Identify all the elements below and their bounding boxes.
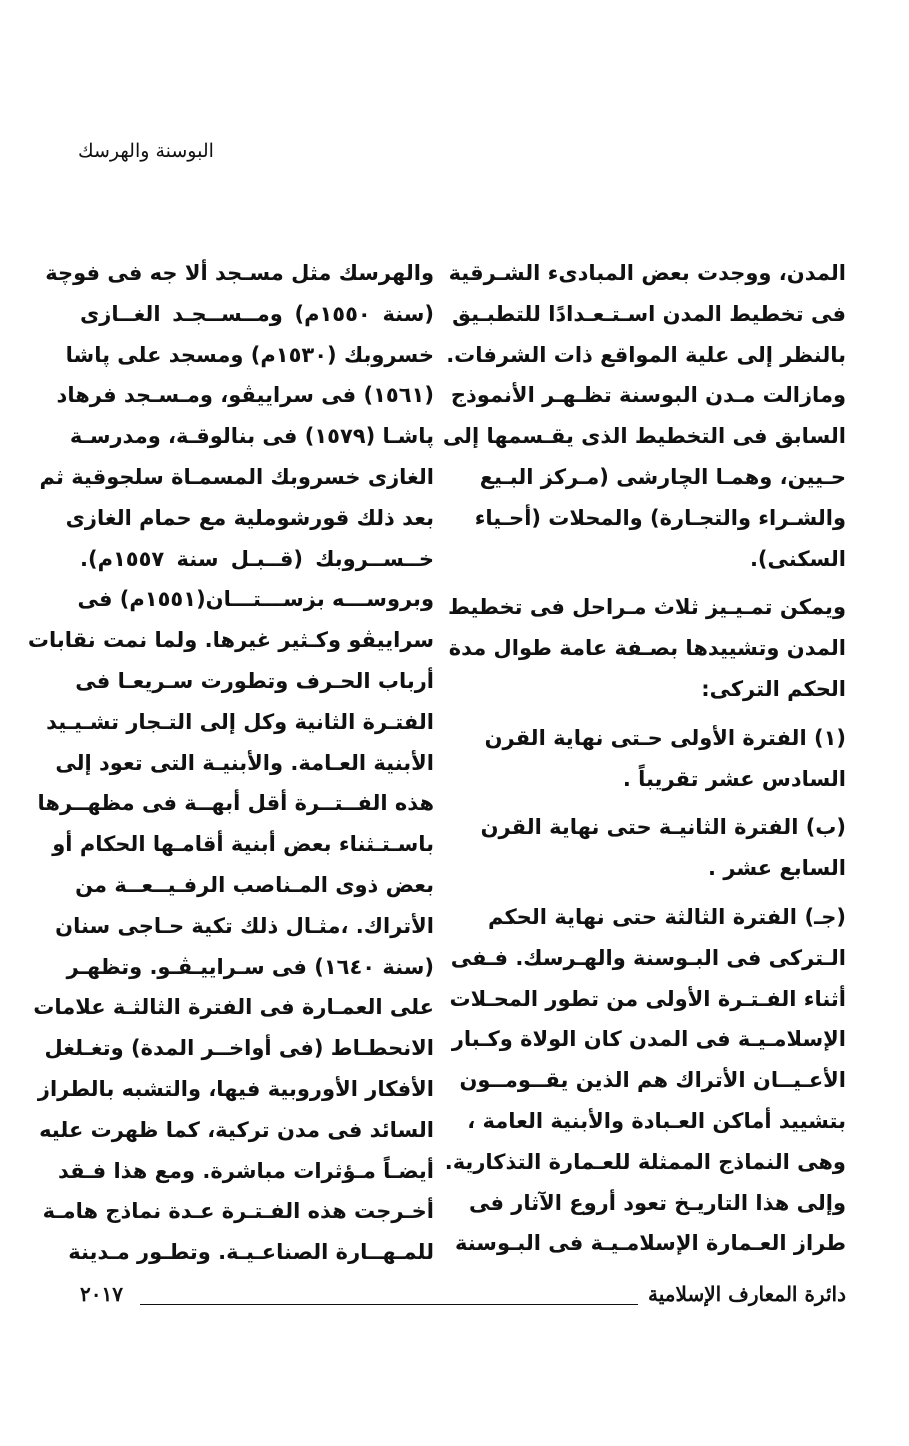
text-line: أرباب الحـرف وتطورت سـريعـا فى bbox=[75, 668, 434, 693]
text-line: الأفكار الأوروبية فيها، والتشبه بالطراز bbox=[37, 1076, 434, 1101]
paragraph bbox=[448, 587, 846, 709]
text-line: على العمـارة فى الفترة الثالثـة علامات bbox=[33, 995, 434, 1020]
left-text-column bbox=[27, 253, 434, 1273]
text-line: للمـهــارة الصناعـيـة. وتطـور مـدينة bbox=[68, 1240, 434, 1265]
text-line: بعض ذوى المـناصب الرفـيــعــة من bbox=[75, 872, 434, 897]
text-line: والهرسك مثل مسـجد ألا جه فى فوچة bbox=[45, 261, 434, 285]
text-line: وإلى هذا التاريـخ تعود أروع الآثار فى bbox=[468, 1190, 846, 1215]
text-line: أيضـاً مـؤثرات مباشرة. ومع هذا فـقد bbox=[57, 1158, 434, 1183]
text-line: وهى النماذج الممثلة للعـمارة التذكارية. bbox=[444, 1149, 846, 1174]
footer-rule bbox=[140, 1304, 638, 1305]
text-line: حـيين، وهمـا الچارشى (مـركز البـيع bbox=[479, 464, 846, 489]
text-line: ويمكن تمـيـيز ثلاث مـراحل فى تخطيط bbox=[448, 595, 846, 620]
text-line: الـتركى فى البـوسنة والهـرسك. فـفى bbox=[450, 945, 846, 970]
text-line: (١٥٦١) فى سراييڤو، ومـسـجد فرهاد bbox=[56, 383, 434, 408]
text-line: أخـرجت هذه الفـتـرة عـدة نماذج هامـة bbox=[42, 1199, 434, 1224]
paragraph bbox=[442, 253, 846, 579]
text-line: (جـ) الفترة الثالثة حتى نهاية الحكم bbox=[488, 904, 846, 929]
running-head-title: البوسنة والهرسك bbox=[78, 140, 214, 162]
text-line: الفتـرة الثانية وكل إلى التـجار تشـيـيد bbox=[46, 709, 434, 734]
paragraph bbox=[484, 718, 846, 800]
text-line: الأتراك. ،مثـال ذلك تكية حـاجى سنان bbox=[55, 913, 434, 938]
text-line: الأعـيــان الأتراك هم الذين يقــومــون bbox=[459, 1068, 846, 1093]
text-line: الإسلامـيـة فى المدن كان الولاة وكـبار bbox=[451, 1027, 846, 1052]
text-line: بالنظر إلى علية المواقع ذات الشرفات. bbox=[446, 342, 846, 367]
text-line: (١) الفترة الأولى حـتى نهاية القرن bbox=[484, 725, 846, 750]
text-line: الحكم التركى: bbox=[701, 676, 846, 701]
text-line: پاشـا (١٥٧٩) فى بنالوقـة، ومدرسـة bbox=[69, 424, 434, 449]
text-line: فى تخطيط المدن اسـتـعـدادًا للتطبـيق bbox=[452, 301, 846, 326]
text-line: طراز العـمارة الإسلامـيـة فى البـوسنة bbox=[455, 1231, 846, 1256]
text-line: وبروســـه بزســـتـــان(١٥٥١م) فى bbox=[77, 587, 434, 612]
text-line: السائد فى مدن تركية، كما ظهرت عليه bbox=[39, 1117, 434, 1142]
text-line: والشـراء والتجـارة) والمحلات (أحـياء bbox=[474, 505, 846, 530]
paragraph-gap bbox=[488, 799, 846, 807]
text-line: الأبنية العـامة. والأبنيـة التى تعود إلى bbox=[55, 750, 434, 775]
text-line: المدن، ووجدت بعض المبادىء الشـرقية bbox=[448, 261, 846, 285]
text-line: (سنة ١٦٤٠) فى سـراييـڤـو. وتظهـر bbox=[66, 954, 434, 979]
text-line: الغازى خسروبك المسمـاة سلجوقية ثم bbox=[39, 464, 434, 489]
page-number: ٢٠١٧ bbox=[80, 1282, 123, 1306]
text-line: بعد ذلك قورشوملية مع حمام الغازى bbox=[65, 505, 434, 530]
text-line: خسروبك (١٥٣٠م) ومسجد على پاشا bbox=[65, 342, 434, 367]
page-footer bbox=[80, 1282, 846, 1322]
right-text-column bbox=[442, 253, 846, 1264]
paragraph-gap bbox=[488, 889, 846, 897]
text-line: ومازالت مـدن البوسنة تظـهـر الأنموذج bbox=[450, 383, 846, 408]
text-line: (ب) الفترة الثانيـة حتى نهاية القرن bbox=[480, 815, 846, 840]
text-line: المدن وتشييدها بصـفة عامة طوال مدة bbox=[448, 636, 846, 661]
text-line: خــســروبك (قــبـل سنة ١٥٥٧م). bbox=[80, 546, 434, 571]
text-line: بتشييد أماكن العـبادة والأبنية العامة ، bbox=[467, 1108, 846, 1133]
text-line: السكنى). bbox=[749, 546, 846, 571]
text-line: الانحطـاط (فى أواخــر المدة) وتغـلغل bbox=[44, 1036, 434, 1061]
paragraph bbox=[444, 897, 846, 1264]
text-line: أثناء الفـتـرة الأولى من تطور المحـلات bbox=[449, 986, 846, 1011]
paragraph bbox=[480, 807, 846, 889]
footer-title: دائرة المعارف الإسلامية bbox=[648, 1282, 846, 1306]
paragraph-gap bbox=[488, 710, 846, 718]
text-line: (سنة ١٥٥٠م) ومــســجـد الغــازى bbox=[80, 301, 434, 326]
text-line: باسـتـثناء بعض أبنية أقامـها الحكام أو bbox=[52, 832, 434, 857]
text-line: السادس عشر تقريباً . bbox=[622, 766, 846, 791]
text-line: السابع عشر . bbox=[708, 856, 846, 881]
text-line: هذه الفــتــرة أقل أبهــة فى مظهــرها bbox=[37, 791, 434, 816]
paragraph bbox=[27, 253, 434, 1273]
paragraph-gap bbox=[488, 579, 846, 587]
text-line: سراييڤو وكـثير غيرها. ولما نمت نقابات bbox=[27, 628, 434, 653]
text-line: السابق فى التخطيط الذى يقـسمها إلى bbox=[442, 424, 846, 449]
